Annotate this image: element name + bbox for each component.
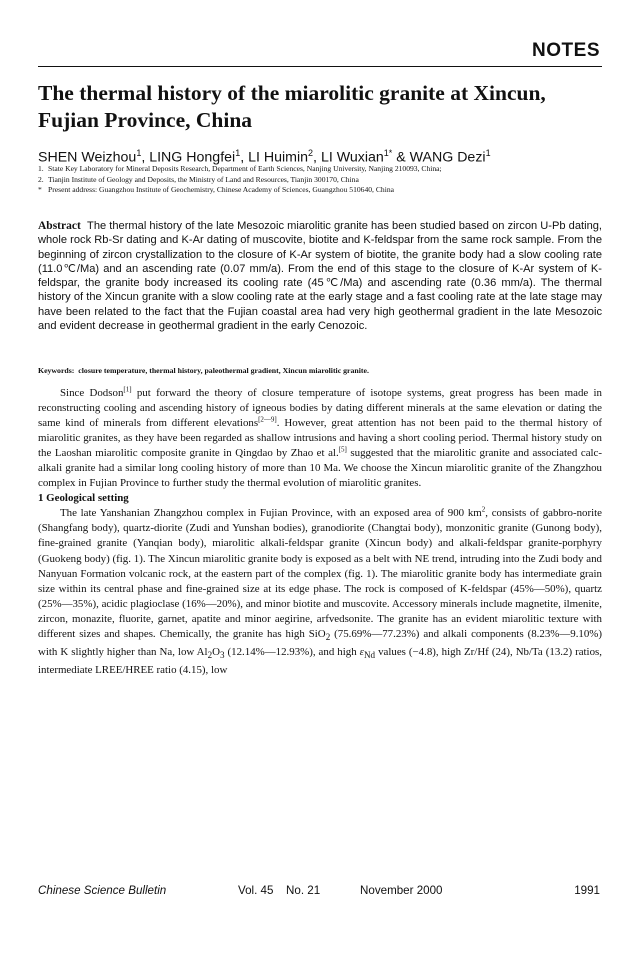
author-name: LING Hongfei (149, 149, 236, 166)
affiliation-item: 1. State Key Laboratory for Mineral Deposits Research, Department of Earth Sciences, Nanjing University, Nanjing 210093, China; (38, 164, 442, 173)
section-heading: 1 Geological setting (38, 492, 129, 505)
author-list: SHEN Weizhou$^1$, LING Hongfei$^1$, LI Huimin$^2$, LI Wuxian$^{1*}$ & WANG Dezi$^1$ (38, 148, 491, 166)
author-name: SHEN Weizhou (38, 149, 137, 166)
volume: Vol. 45 (238, 884, 274, 897)
header-rule (38, 66, 602, 67)
page-number: 1991 (574, 884, 600, 897)
author-mark: 1 (485, 148, 491, 158)
keywords (38, 366, 602, 376)
abstract-label: Abstract (38, 220, 81, 232)
article-title: The thermal history of the miarolitic granite at Xincun, Fujian Province, China (38, 81, 546, 132)
geology-paragraph: The late Yanshanian Zhangzhou complex in Fujian Province, with an exposed area of 900 $km^2$, consists of gabbro-norite (Shangfang body), quartz-diorite (Zudi and Yunshan bodies), granodiorite (Changtai body), monzonitic granite (Gunong body), fine-grained granite (Yanqian body), miarolitic alkali-feldspar granite (Xincun body) and alkali-feldspar granite-porphyry (Guokeng body) (fig. 1). The Xincun miarolitic granite body is exposed as a belt with NE trend, intruding into the Zudi body and Nanyuan Formation volcanic rock, at the eastern part of the complex (fig. 1). The miarolitic granite body has intermediate grain size within its central phase and fine-grained size at its edge phase. The rock is composed of K-feldspar (45%—50%), quartz (25%—35%), acidic plagioclase (16%—20%), and minor biotite and muscovite. Accessory minerals include magnetite, ilmenite, zircon, monazite, fluorite, garnet, apatite and minor aegirine, arfvedsonite. The granite has an evident miarolitic texture with different sizes and shapes. Chemically, the granite has high SiO$_2$ (75.69%—77.23%) and alkali components (8.23%—9.10%) with K slightly higher than Na, low $Al_2O_3$ (12.14%—12.93%), and high $\varepsilon_{Nd}$ values (−4.8), high Zr/Hf (24), Nb/Ta (13.2) ratios, intermediate LREE/HREE ratio (4.15), low (38, 505, 603, 677)
author-name: LI Huimin (248, 149, 309, 166)
affiliation-item: 2. Tianjin Institute of Geology and Deposits, the Ministry of Land and Resources, Tianjin 300170, China (38, 174, 359, 184)
author-mark: 1* (383, 148, 393, 158)
author-name: WANG Dezi (409, 149, 486, 166)
citation: [1] (123, 385, 132, 394)
affiliation-item: * Present address: Guangzhou Institute of Geochemistry, Chinese Academy of Sciences, Guangzhou 510640, China (38, 185, 394, 194)
abstract-text: The thermal history of the late Mesozoic miarolitic granite has been studied based on zircon U-Pb dating, whole rock Rb-Sr dating and K-Ar dating of muscovite, biotite and K-feldspar from the same rock sample. From the beginning of zircon crystallization to the closure of K-Ar system of biotite, the granite body had a slow cooling rate (11.0℃/Ma) and an ascending rate (0.07 mm/a). From the end of this stage to the closure of K-Ar system of K-feldspar, the granite body increased its cooling rate (45℃/Ma) and ascending rate (0.36 mm/a). The thermal history of the Xincun granite with a slow cooling rate at the early stage and a fast cooling rate at the late stage may have been related to the fact that the Fujian coastal area had very high geothermal gradient in the late Mesozoic and evident decrease in geothermal gradient in the early Cenozoic. (38, 220, 602, 333)
author-mark: 2 (308, 148, 314, 158)
keywords-label: Keywords: (38, 366, 75, 375)
citation: [5] (338, 445, 347, 454)
article-body (38, 386, 602, 678)
affiliations (38, 164, 600, 196)
issue-date: November 2000 (360, 884, 443, 897)
section-header: NOTES (532, 40, 600, 61)
intro-paragraph: Since Dodson[1] put forward the theory of closure temperature of isotope systems, great progress has been made in reconstructing cooling and ascending history of igneous bodies by dating different minerals at the same elevation or dating the same kind of minerals from different elevations[2—9]. However, great attention has not been paid to the thermal history of miarolitic granites, as they have been regarded as shallow intrusions and having a short cooling period. Thermal history study on the Laoshan miarolitic composite granite in Qingdao by Zhao et al.[5] suggested that the miarolitic granite and associated calc-alkali granite had a similar long cooling history of more than 10 Ma. We choose the Xincun miarolitic granite of the Zhangzhou complex in Fujian Province to further study the thermal evolution of miarolitic granites. (38, 385, 603, 490)
author-mark: 1 (235, 148, 241, 158)
author-name: LI Wuxian (320, 149, 384, 166)
keywords-text: closure temperature, thermal history, paleothermal gradient, Xincun miarolitic granite. (78, 366, 369, 375)
page-footer (38, 884, 600, 900)
citation: [2—9] (258, 415, 277, 424)
author-mark: 1 (136, 148, 142, 158)
abstract (38, 219, 602, 333)
journal-name: Chinese Science Bulletin (38, 884, 167, 897)
epsilon-symbol: ε (359, 645, 364, 658)
issue-number: No. 21 (286, 884, 321, 897)
